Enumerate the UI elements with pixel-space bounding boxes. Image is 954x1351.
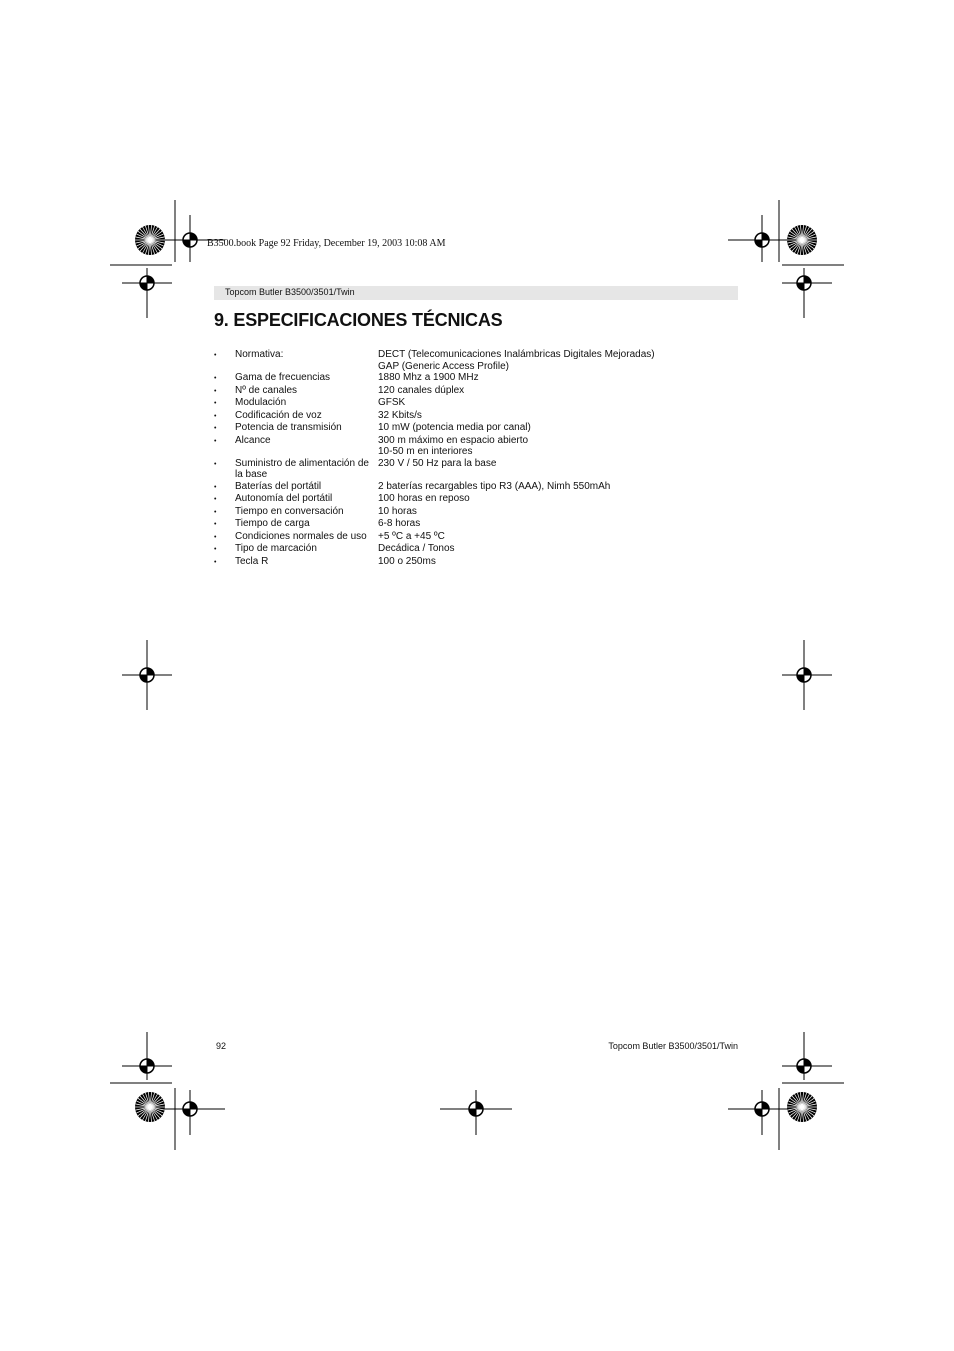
starburst-icon	[787, 1092, 817, 1122]
spec-value-line: 2 baterías recargables tipo R3 (AAA), Nimh 550mAh	[378, 480, 611, 492]
footer-running-title: Topcom Butler B3500/3501/Twin	[608, 1041, 738, 1051]
spec-value-line: GAP (Generic Access Profile)	[378, 360, 509, 372]
spec-value-line: 300 m máximo en espacio abierto	[378, 434, 529, 446]
spec-value-line: GFSK	[378, 397, 406, 408]
spec-value	[378, 556, 738, 569]
bullet-icon: •	[214, 546, 217, 553]
section-title: 9. ESPECIFICACIONES TÉCNICAS	[214, 310, 503, 330]
bullet-icon: •	[214, 460, 217, 468]
spec-row	[214, 506, 738, 519]
spec-value-line: 120 canales dúplex	[378, 384, 465, 396]
spec-value	[378, 506, 738, 519]
spec-value	[378, 385, 738, 398]
spec-value	[378, 422, 738, 435]
starburst-icon	[787, 225, 817, 255]
spec-label: Suministro de alimentación de la base	[235, 457, 369, 480]
starburst-icon	[135, 1092, 165, 1122]
bullet-icon: •	[214, 412, 217, 420]
spec-row	[214, 493, 738, 506]
spec-value	[378, 349, 738, 372]
spec-value	[378, 531, 738, 544]
spec-value	[378, 435, 738, 458]
spec-value-line: 10 mW (potencia media por canal)	[378, 422, 531, 433]
spec-label: Tipo de marcación	[235, 543, 317, 554]
spec-value-line: 32 Kbits/s	[378, 409, 422, 421]
spec-value	[378, 372, 738, 385]
spec-label: Codificación de voz	[235, 409, 322, 421]
bullet-icon: •	[214, 352, 217, 359]
spec-value	[378, 458, 738, 481]
spec-value	[378, 543, 738, 556]
spec-label: Potencia de transmisión	[235, 422, 342, 433]
spec-label: Tiempo en conversación	[235, 505, 344, 517]
spec-row	[214, 422, 738, 435]
spec-row	[214, 397, 738, 410]
spec-label: Modulación	[235, 397, 287, 408]
spec-label: Nº de canales	[235, 384, 298, 396]
book-info: B3500.book Page 92 Friday, December 19, 2003 10:08 AM	[207, 238, 446, 249]
specs-list	[214, 349, 738, 568]
page-number: 92	[216, 1041, 227, 1051]
spec-value	[378, 493, 738, 506]
spec-row	[214, 556, 738, 569]
spec-value-line: 10-50 m en interiores	[378, 446, 473, 457]
spec-label: Alcance	[235, 434, 271, 446]
bullet-icon: •	[214, 496, 217, 503]
bullet-icon: •	[214, 508, 217, 516]
spec-value-line: 10 horas	[378, 505, 417, 517]
spec-label: Baterías del portátil	[235, 480, 322, 492]
bullet-icon: •	[214, 483, 217, 491]
spec-row	[214, 458, 738, 481]
spec-value-line: Decádica / Tonos	[378, 543, 455, 554]
bullet-icon: •	[214, 437, 217, 445]
spec-value-line: 6-8 horas	[378, 518, 421, 529]
spec-value	[378, 410, 738, 423]
bullet-icon: •	[214, 533, 217, 541]
bullet-icon: •	[214, 375, 217, 382]
spec-row	[214, 481, 738, 494]
spec-value	[378, 481, 738, 494]
bullet-icon: •	[214, 400, 217, 407]
spec-value-line: 1880 Mhz a 1900 MHz	[378, 372, 479, 383]
spec-row	[214, 385, 738, 398]
running-header	[214, 286, 738, 300]
spec-value-line: DECT (Telecomunicaciones Inalámbricas Digitales Mejoradas)	[378, 349, 655, 360]
bullet-icon: •	[214, 558, 217, 566]
spec-value-line: 100 horas en reposo	[378, 493, 470, 504]
spec-value	[378, 397, 738, 410]
spec-label: Normativa:	[235, 349, 284, 360]
spec-label: Tiempo de carga	[235, 518, 310, 529]
bullet-icon: •	[214, 425, 217, 432]
spec-value-line: 100 o 250ms	[378, 555, 436, 567]
spec-value-line: 230 V / 50 Hz para la base	[378, 457, 497, 469]
starburst-icon	[135, 225, 165, 255]
spec-label: Autonomía del portátil	[235, 493, 333, 504]
spec-row	[214, 531, 738, 544]
spec-row	[214, 372, 738, 385]
spec-row	[214, 543, 738, 556]
spec-value	[378, 518, 738, 531]
spec-label: Condiciones normales de uso	[235, 530, 367, 542]
spec-label: Gama de frecuencias	[235, 372, 331, 383]
spec-row	[214, 518, 738, 531]
spec-row	[214, 435, 738, 458]
spec-row	[214, 410, 738, 423]
spec-label: Tecla R	[235, 555, 269, 567]
spec-value-line: +5 ºC a +45 ºC	[378, 530, 445, 542]
spec-row	[214, 349, 738, 372]
header-running-title: Topcom Butler B3500/3501/Twin	[225, 287, 355, 297]
bullet-icon: •	[214, 521, 217, 528]
bullet-icon: •	[214, 387, 217, 395]
